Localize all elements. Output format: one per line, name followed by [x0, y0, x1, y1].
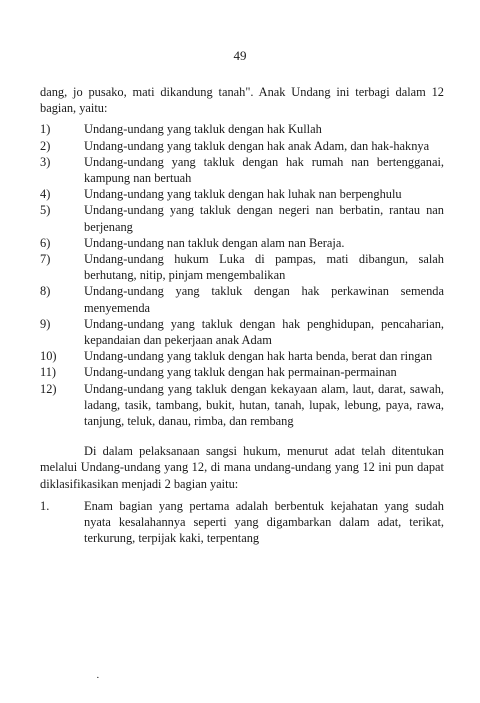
list-item-number: 8)	[40, 284, 51, 299]
list-item	[40, 121, 444, 137]
numbered-list	[40, 121, 444, 429]
list-item-number: 1.	[40, 498, 50, 513]
list-item-text: Undang-undang nan takluk dengan alam nan Beraja.	[84, 235, 345, 250]
list-item-text: Undang-undang yang takluk dengan hak penghidupan, pencaharian, kepandaian dan pekerjaan anak Adam	[84, 316, 444, 348]
list-item-number: 7)	[40, 252, 51, 267]
list-item-number: 4)	[40, 187, 51, 202]
list-item-number: 11)	[40, 365, 57, 380]
list-item-text: Undang-undang yang takluk dengan hak anak Adam, dan hak-haknya	[84, 138, 430, 153]
list-item	[40, 251, 444, 283]
list-item	[40, 202, 444, 234]
list-item-number: 5)	[40, 203, 51, 218]
list-item	[40, 316, 444, 348]
list-item	[40, 154, 444, 186]
list-item-text: Undang-undang yang takluk dengan kekayaan alam, laut, darat, sawah, ladang, tasik, tambang, bukit, hutan, tanah, lupak, lebung, paya, rawa, tanjung, teluk, danau, rimba, dan rembang	[84, 381, 444, 429]
list-item-number: 9)	[40, 316, 51, 331]
list-item	[40, 138, 444, 154]
list-item-text: Undang-undang yang takluk dengan hak rumah nan bertengganai, kampung nan bertuah	[84, 154, 444, 186]
list-item-text: Undang-undang yang takluk dengan negeri nan berbatin, rantau nan berjenang	[84, 203, 444, 234]
page-number: 49	[233, 48, 247, 63]
list-item-text: Undang-undang yang takluk dengan hak luhak nan berpenghulu	[84, 187, 402, 202]
list-item	[40, 348, 444, 364]
intro-paragraph: dang, jo pusako, mati dikandung tanah". Anak Undang ini terbagi dalam 12 bagian, yaitu:	[40, 85, 444, 116]
list-item	[40, 283, 444, 315]
list-item-text: Enam bagian yang pertama adalah berbentuk kejahatan yang sudah nyata kesalahannya seperti yang digambarkan dalam adat, terikat, terkurung, terpijak kaki, terpentang	[84, 498, 444, 546]
list-item-number: 10)	[40, 349, 57, 364]
page-body	[40, 84, 444, 546]
list-item-text: Undang-undang yang takluk dengan hak perkawinan semenda menyemenda	[84, 284, 444, 315]
list-item-number: 12)	[40, 381, 57, 396]
list-item	[40, 381, 444, 430]
list-item-number: 2)	[40, 138, 51, 153]
scan-speck: ·	[96, 672, 100, 684]
list-item	[40, 186, 444, 202]
list-item-text: Undang-undang yang takluk dengan hak harta benda, berat dan ringan	[84, 349, 433, 364]
list-item-text: Undang-undang yang takluk dengan hak permainan-permainan	[84, 365, 397, 380]
classification-list	[40, 498, 444, 547]
list-item-number: 1)	[40, 122, 51, 137]
list-item-number: 6)	[40, 235, 51, 250]
list-item	[40, 235, 444, 251]
list-item-text: Undang-undang yang takluk dengan hak Kullah	[84, 122, 322, 137]
list-item	[40, 498, 444, 547]
list-item	[40, 364, 444, 380]
body-paragraph: Di dalam pelaksanaan sangsi hukum, menurut adat telah ditentukan melalui Undang-undang yang 12, di mana undang-undang yang 12 ini pun dapat diklasifikasikan menjadi 2 bagian yaitu:	[40, 444, 444, 491]
list-item-number: 3)	[40, 154, 51, 169]
list-item-text: Undang-undang hukum Luka di pampas, mati dibangun, salah berhutang, nitip, pinjam mengembalikan	[84, 252, 444, 283]
